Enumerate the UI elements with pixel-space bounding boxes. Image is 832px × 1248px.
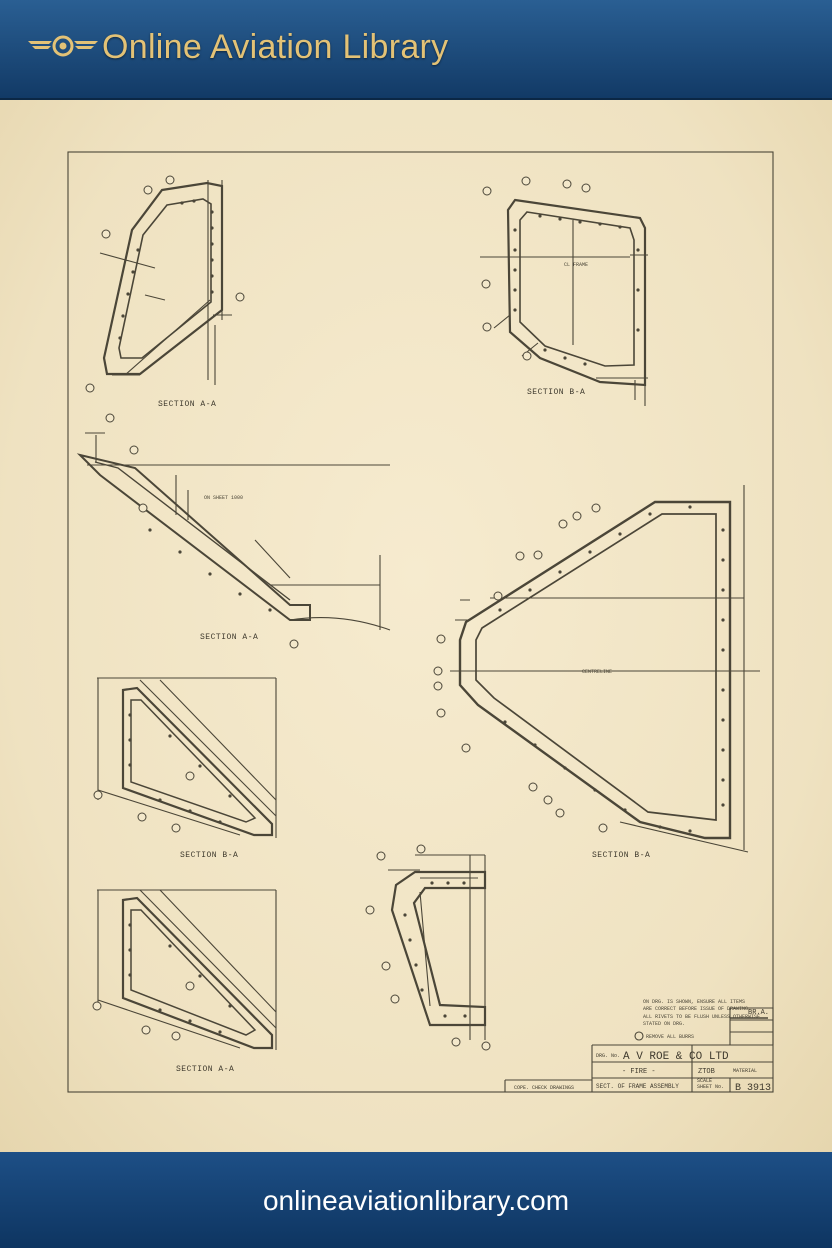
site-url-link[interactable]: onlineaviationlibrary.com	[262, 1185, 570, 1216]
title-block-drawing-no: B 3913	[735, 1083, 772, 1094]
drawing-sheet	[0, 100, 832, 1152]
centerline-note-1: CL FRAME	[564, 262, 589, 268]
title-block-prefix: DRG. No.	[596, 1053, 621, 1059]
site-header	[0, 0, 832, 100]
section-label-1: SECTION A-A	[158, 400, 217, 409]
site-title[interactable]: Online Aviation Library	[102, 28, 449, 66]
section-label-6: SECTION A-A	[176, 1065, 235, 1074]
section-view-2	[480, 200, 648, 406]
title-block-company: A V ROE & CO LTD	[623, 1051, 729, 1063]
section-label-2: SECTION B-A	[527, 388, 586, 397]
section-label-4: SECTION B-A	[592, 851, 651, 860]
title-block-description: SECT. OF FRAME ASSEMBLY	[596, 1083, 679, 1090]
section-view-5	[97, 678, 276, 838]
drawing-border	[68, 152, 773, 1092]
winged-emblem-icon	[28, 34, 98, 60]
notes-line-3: ALL RIVETS TO BE FLUSH UNLESS OTHERWISE	[643, 1014, 761, 1020]
site-footer	[0, 1152, 832, 1248]
leader-note: ON SHEET 1000	[204, 495, 244, 501]
notes-line-1: ON DRG. IS SHOWN, ENSURE ALL ITEMS	[643, 999, 746, 1005]
centerline-note-2: CENTRELINE	[582, 669, 613, 675]
section-label-5: SECTION B-A	[180, 851, 239, 860]
notes-line-4: STATED ON DRG.	[643, 1021, 686, 1027]
title-block-material-label: MATERIAL	[733, 1068, 758, 1074]
engineering-drawing	[0, 100, 832, 1152]
title-block	[505, 1008, 773, 1092]
title-block-bottom-note: COPE. CHECK DRAWINGS	[514, 1085, 575, 1091]
notes-mark: BR.A.	[748, 1009, 770, 1017]
title-block-scale-label: SCALE	[697, 1078, 713, 1084]
section-view-6	[97, 890, 276, 1050]
section-view-7	[388, 855, 485, 1040]
notes-line-2: ARE CORRECT BEFORE ISSUE OF DRAWING.	[643, 1006, 752, 1012]
title-block-name: - FIRE -	[622, 1068, 656, 1076]
section-view-3	[80, 433, 390, 630]
notes-line-5: REMOVE ALL BURRS	[646, 1034, 695, 1040]
title-block-sheet-label: SHEET No.	[697, 1084, 725, 1090]
title-block-code: ZTOB	[698, 1068, 715, 1076]
section-label-3: SECTION A-A	[200, 633, 259, 642]
